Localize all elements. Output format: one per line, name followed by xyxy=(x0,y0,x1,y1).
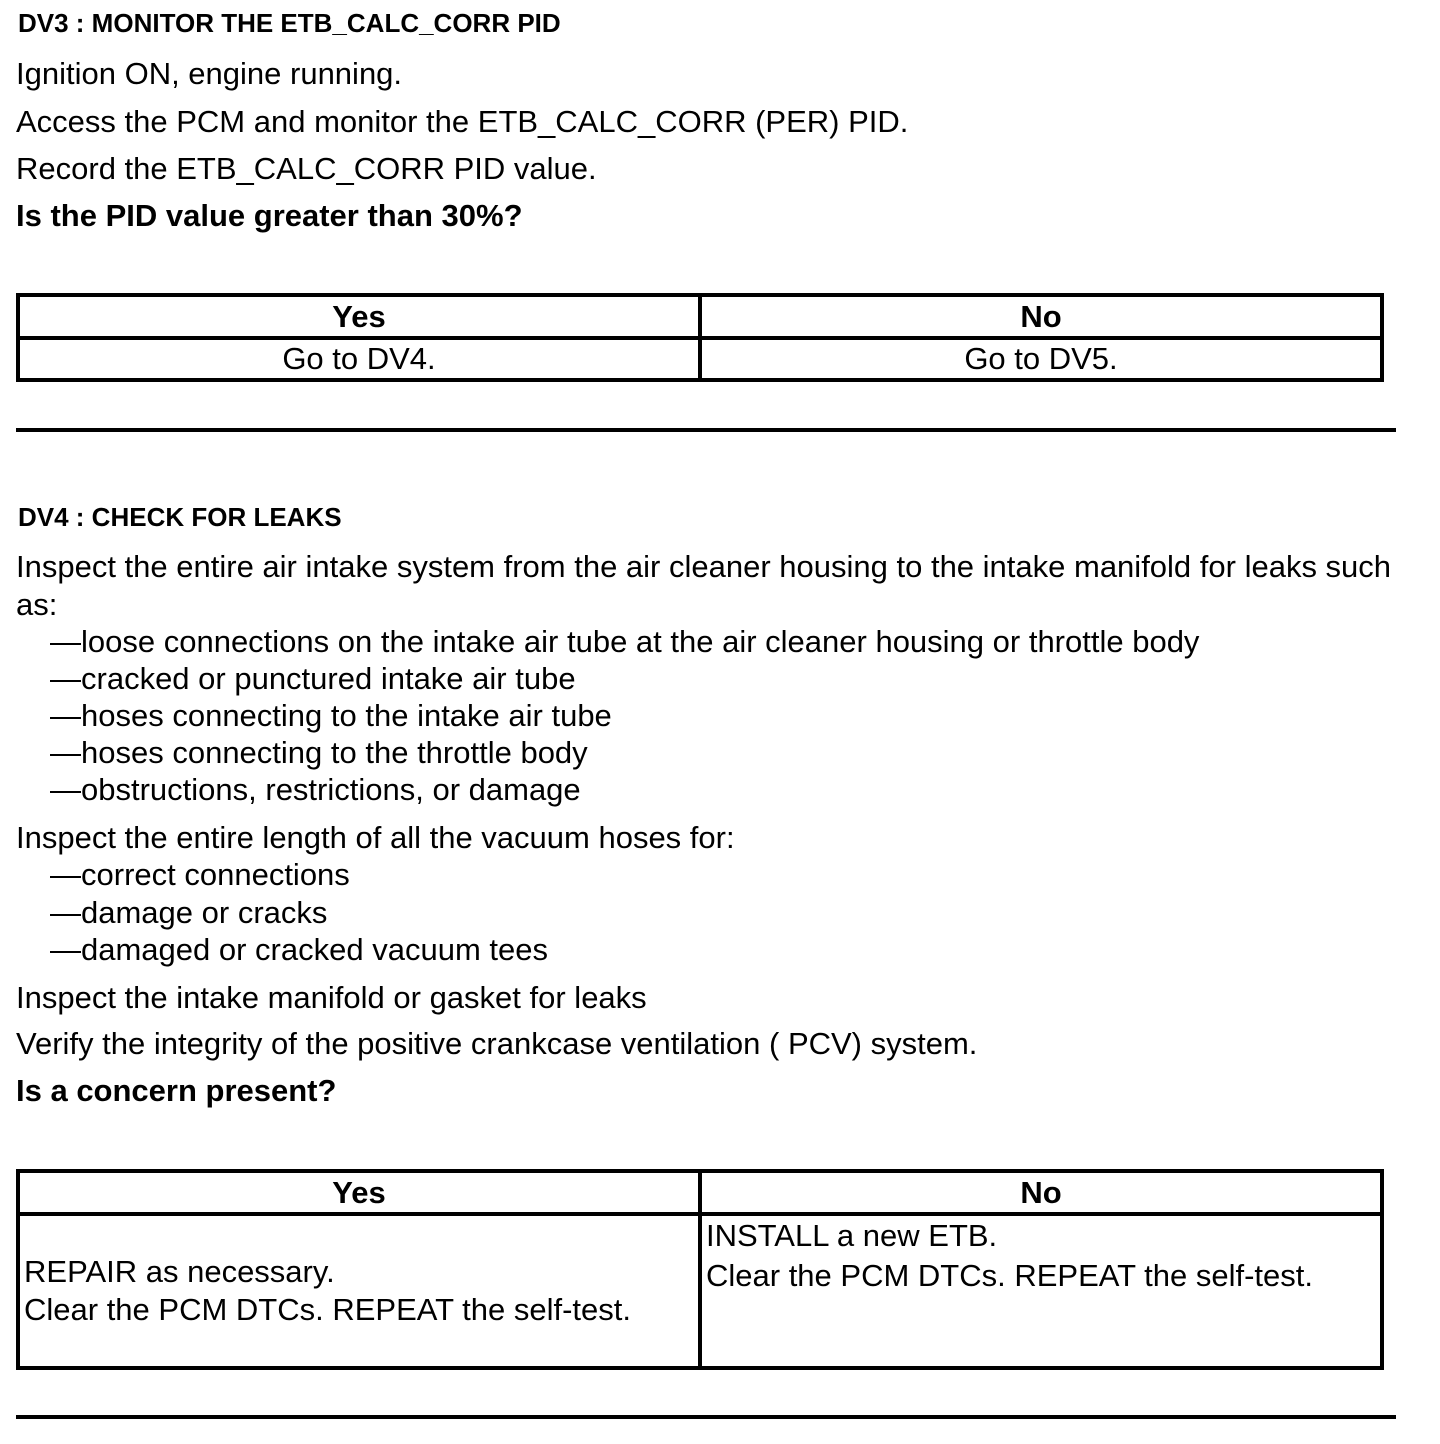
dv4-vacuum-intro: Inspect the entire length of all the vacuum hoses for: xyxy=(16,820,735,855)
list-item: —cracked or punctured intake air tube xyxy=(50,661,576,696)
list-item: —obstructions, restrictions, or damage xyxy=(50,772,581,807)
dv4-intro: Inspect the entire air intake system from the air cleaner housing to the intake manifold for leaks such as: xyxy=(16,549,1392,622)
yes-action-line-1: REPAIR as necessary. xyxy=(24,1254,335,1289)
table-row xyxy=(18,338,1382,380)
list-item: —damage or cracks xyxy=(50,895,328,930)
yes-action: Go to DV4. xyxy=(18,338,700,380)
section-divider xyxy=(16,428,1396,432)
no-action-line-1: INSTALL a new ETB. xyxy=(706,1218,998,1253)
section-divider xyxy=(16,1415,1396,1419)
dv3-decision-table xyxy=(16,293,1384,382)
list-item: —hoses connecting to the throttle body xyxy=(50,735,588,770)
yes-header: Yes xyxy=(18,295,700,338)
dv4-pcv-step: Verify the integrity of the positive crankcase ventilation ( PCV) system. xyxy=(16,1026,978,1061)
dv3-step-3: Record the ETB_CALC_CORR PID value. xyxy=(16,151,597,186)
dv4-heading: DV4 : CHECK FOR LEAKS xyxy=(18,502,342,532)
table-row xyxy=(18,1214,1382,1368)
dv3-step-1: Ignition ON, engine running. xyxy=(16,56,403,91)
yes-action-line-2: Clear the PCM DTCs. REPEAT the self-test. xyxy=(24,1292,631,1327)
list-item: —correct connections xyxy=(50,857,350,892)
table-header-row xyxy=(18,1171,1382,1214)
list-item: —loose connections on the intake air tube at the air cleaner housing or throttle body xyxy=(50,624,1200,659)
dv4-decision-table xyxy=(16,1169,1384,1370)
dv3-step-2: Access the PCM and monitor the ETB_CALC_CORR (PER) PID. xyxy=(16,104,909,139)
dv4-manifold-step: Inspect the intake manifold or gasket for leaks xyxy=(16,980,647,1015)
no-action: Go to DV5. xyxy=(700,338,1382,380)
list-item: —hoses connecting to the intake air tube xyxy=(50,698,612,733)
table-header-row xyxy=(18,295,1382,338)
list-item: —damaged or cracked vacuum tees xyxy=(50,932,548,967)
dv3-heading: DV3 : MONITOR THE ETB_CALC_CORR PID xyxy=(18,8,561,38)
dv3-question: Is the PID value greater than 30%? xyxy=(16,198,523,233)
dv4-question: Is a concern present? xyxy=(16,1073,337,1108)
no-action-line-2: Clear the PCM DTCs. REPEAT the self-test. xyxy=(706,1258,1313,1293)
no-header: No xyxy=(700,295,1382,338)
no-action xyxy=(700,1214,1382,1368)
yes-header: Yes xyxy=(18,1171,700,1214)
no-header: No xyxy=(700,1171,1382,1214)
yes-action xyxy=(18,1214,700,1368)
